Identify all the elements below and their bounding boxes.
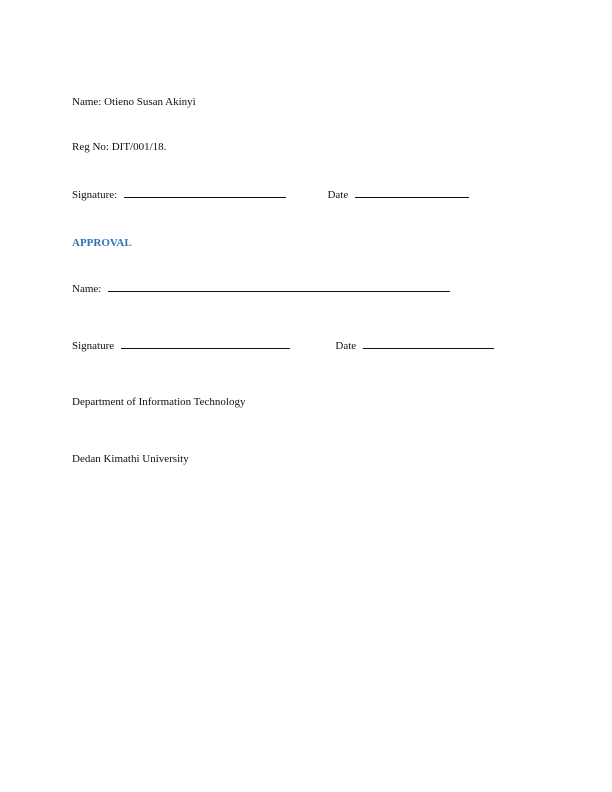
approval-name-label: Name:: [72, 283, 102, 295]
department-text: Department of Information Technology: [72, 396, 246, 408]
approval-heading: APPROVAL: [72, 237, 132, 249]
student-signature-label: Signature:: [72, 189, 118, 201]
approval-name-blank[interactable]: [108, 280, 450, 292]
approval-name-line: [72, 280, 450, 296]
approval-date-blank[interactable]: [363, 337, 494, 349]
student-name-line: [72, 95, 196, 109]
student-signature-blank[interactable]: [124, 186, 286, 198]
student-signature-line: [72, 186, 469, 202]
approval-signature-line: [72, 337, 494, 353]
student-date-label: Date: [327, 189, 349, 201]
approval-date-label: Date: [335, 340, 357, 352]
student-date-blank[interactable]: [355, 186, 469, 198]
reg-number-label: Reg No: DIT/001/18.: [72, 141, 167, 153]
reg-number-line: [72, 140, 166, 154]
student-name-label: Name: Otieno Susan Akinyi: [72, 96, 196, 108]
approval-signature-label: Signature: [72, 340, 115, 352]
approval-signature-blank[interactable]: [121, 337, 290, 349]
university-text: Dedan Kimathi University: [72, 453, 189, 465]
